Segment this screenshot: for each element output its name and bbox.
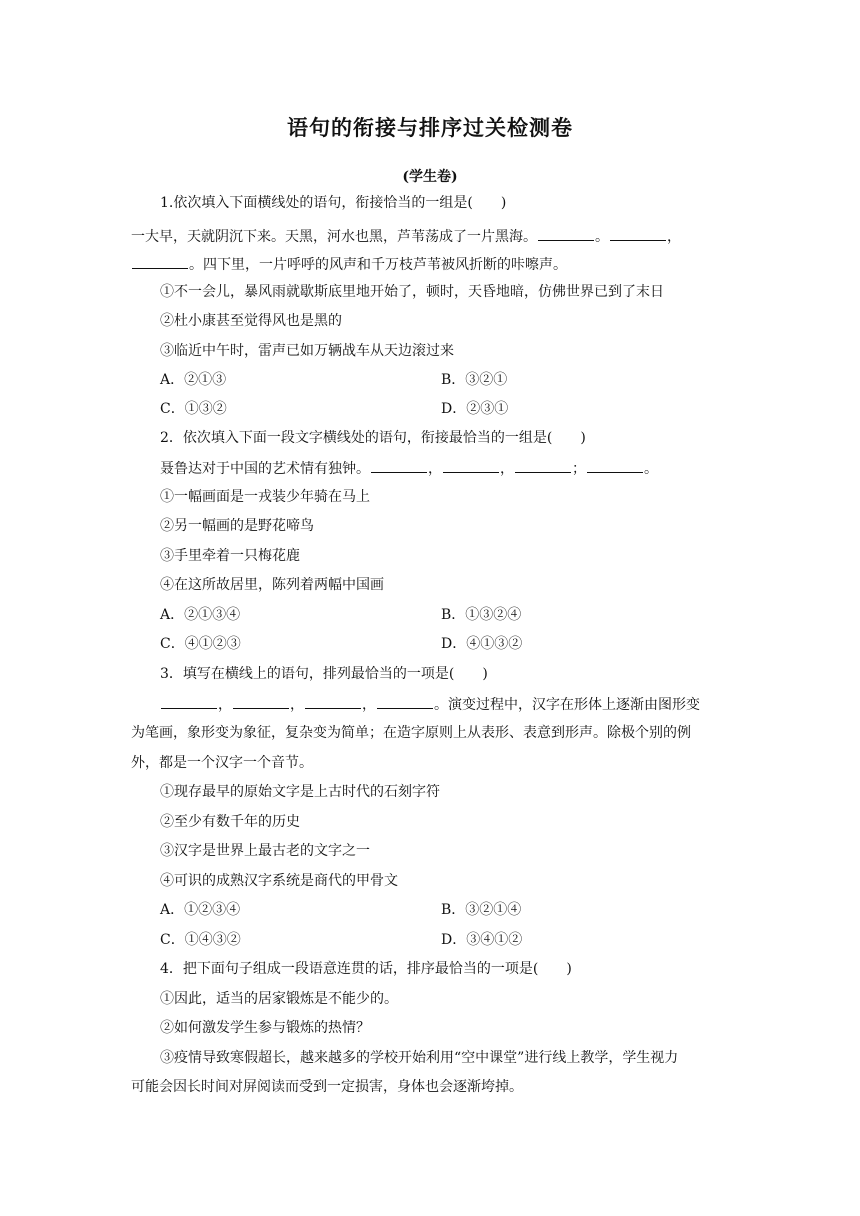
page-title: 语句的衔接与排序过关检测卷	[287, 116, 573, 140]
q2-option-b: B．①③②④	[441, 607, 522, 623]
q1-passage-line1	[131, 226, 681, 247]
q4-item: ③疫情导致寒假超长，越来越多的学校开始利用“空中课堂”进行线上教学，学生视力	[160, 1050, 679, 1066]
q2-option-d: D．④①③②	[441, 636, 523, 652]
punct: ；	[572, 461, 586, 477]
q3-item: ②至少有数千年的历史	[160, 814, 300, 830]
q3-option-a: A．①②③④	[160, 902, 241, 918]
q2-item: ③手里牵着一只梅花鹿	[160, 548, 300, 564]
q4-item-continued: 可能会因长时间对屏阅读而受到一定损害，身体也会逐渐垮掉。	[131, 1079, 523, 1095]
fill-blank	[161, 694, 217, 709]
fill-blank	[610, 226, 666, 241]
punct: ，	[428, 461, 442, 477]
fill-blank	[515, 458, 571, 473]
q3-option-d: D．③④①②	[441, 932, 523, 948]
punct: 。	[595, 229, 609, 245]
fill-blank	[305, 694, 361, 709]
q1-option-d: D．②③①	[441, 401, 509, 417]
q4-item: ①因此，适当的居家锻炼是不能少的。	[160, 991, 398, 1007]
q3-passage-line3: 外，都是一个汉字一个音节。	[131, 755, 313, 771]
fill-blank	[587, 458, 643, 473]
q2-stem: 2．依次填入下面一段文字横线处的语句，衔接最恰当的一组是( )	[160, 430, 586, 446]
fill-blank	[233, 694, 289, 709]
q1-item: ①不一会儿，暴风雨就歇斯底里地开始了，顿时，天昏地暗，仿佛世界已到了末日	[160, 284, 664, 300]
q1-passage-text: 一大早，天就阴沉下来。天黑，河水也黑，芦苇荡成了一片黑海。	[131, 229, 537, 245]
fill-blank	[132, 254, 188, 269]
q1-stem: 1.依次填入下面横线处的语句，衔接恰当的一组是( )	[160, 195, 507, 211]
q2-passage-text: 聂鲁达对于中国的艺术情有独钟。	[160, 461, 370, 477]
punct: ，	[667, 229, 681, 245]
fill-blank	[443, 458, 499, 473]
q1-option-c: C．①③②	[160, 401, 227, 417]
punct: ，	[218, 697, 232, 713]
punct: 。	[644, 461, 658, 477]
q4-stem: 4．把下面句子组成一段语意连贯的话，排序最恰当的一项是( )	[160, 961, 572, 977]
q1-option-b: B．③②①	[441, 372, 508, 388]
q2-passage	[160, 458, 658, 479]
q1-item: ③临近中午时，雷声已如万辆战车从天边滚过来	[160, 343, 454, 359]
q3-passage-text: 。演变过程中，汉字在形体上逐渐由图形变	[434, 697, 700, 713]
punct: ，	[290, 697, 304, 713]
q3-passage-line1	[160, 694, 700, 715]
q1-option-a: A．②①③	[160, 372, 227, 388]
punct: ，	[362, 697, 376, 713]
fill-blank	[377, 694, 433, 709]
q3-option-b: B．③②①④	[441, 902, 522, 918]
q2-option-c: C．④①②③	[160, 636, 241, 652]
q3-stem: 3．填写在横线上的语句，排列最恰当的一项是( )	[160, 666, 488, 682]
q2-item: ④在这所故居里，陈列着两幅中国画	[160, 577, 384, 593]
q3-passage-line2: 为笔画，象形变为象征，复杂变为简单；在造字原则上从表形、表意到形声。除极个别的例	[131, 725, 691, 741]
punct: ，	[500, 461, 514, 477]
page-subtitle: (学生卷)	[402, 169, 458, 185]
q3-option-c: C．①④③②	[160, 932, 241, 948]
q4-item: ②如何激发学生参与锻炼的热情？	[160, 1020, 370, 1036]
fill-blank	[371, 458, 427, 473]
q3-item: ①现存最早的原始文字是上古时代的石刻字符	[160, 784, 440, 800]
q1-passage-text-end: 。四下里，一片呼呼的风声和千万枝芦苇被风折断的咔嚓声。	[189, 257, 567, 273]
q2-item: ①一幅画面是一戎装少年骑在马上	[160, 489, 370, 505]
q3-item: ④可识的成熟汉字系统是商代的甲骨文	[160, 873, 398, 889]
q1-item: ②杜小康甚至觉得风也是黑的	[160, 313, 342, 329]
q2-item: ②另一幅画的是野花啼鸟	[160, 518, 314, 534]
fill-blank	[538, 226, 594, 241]
q3-item: ③汉字是世界上最古老的文字之一	[160, 843, 370, 859]
q1-passage-line2	[131, 254, 567, 275]
q2-option-a: A．②①③④	[160, 607, 241, 623]
